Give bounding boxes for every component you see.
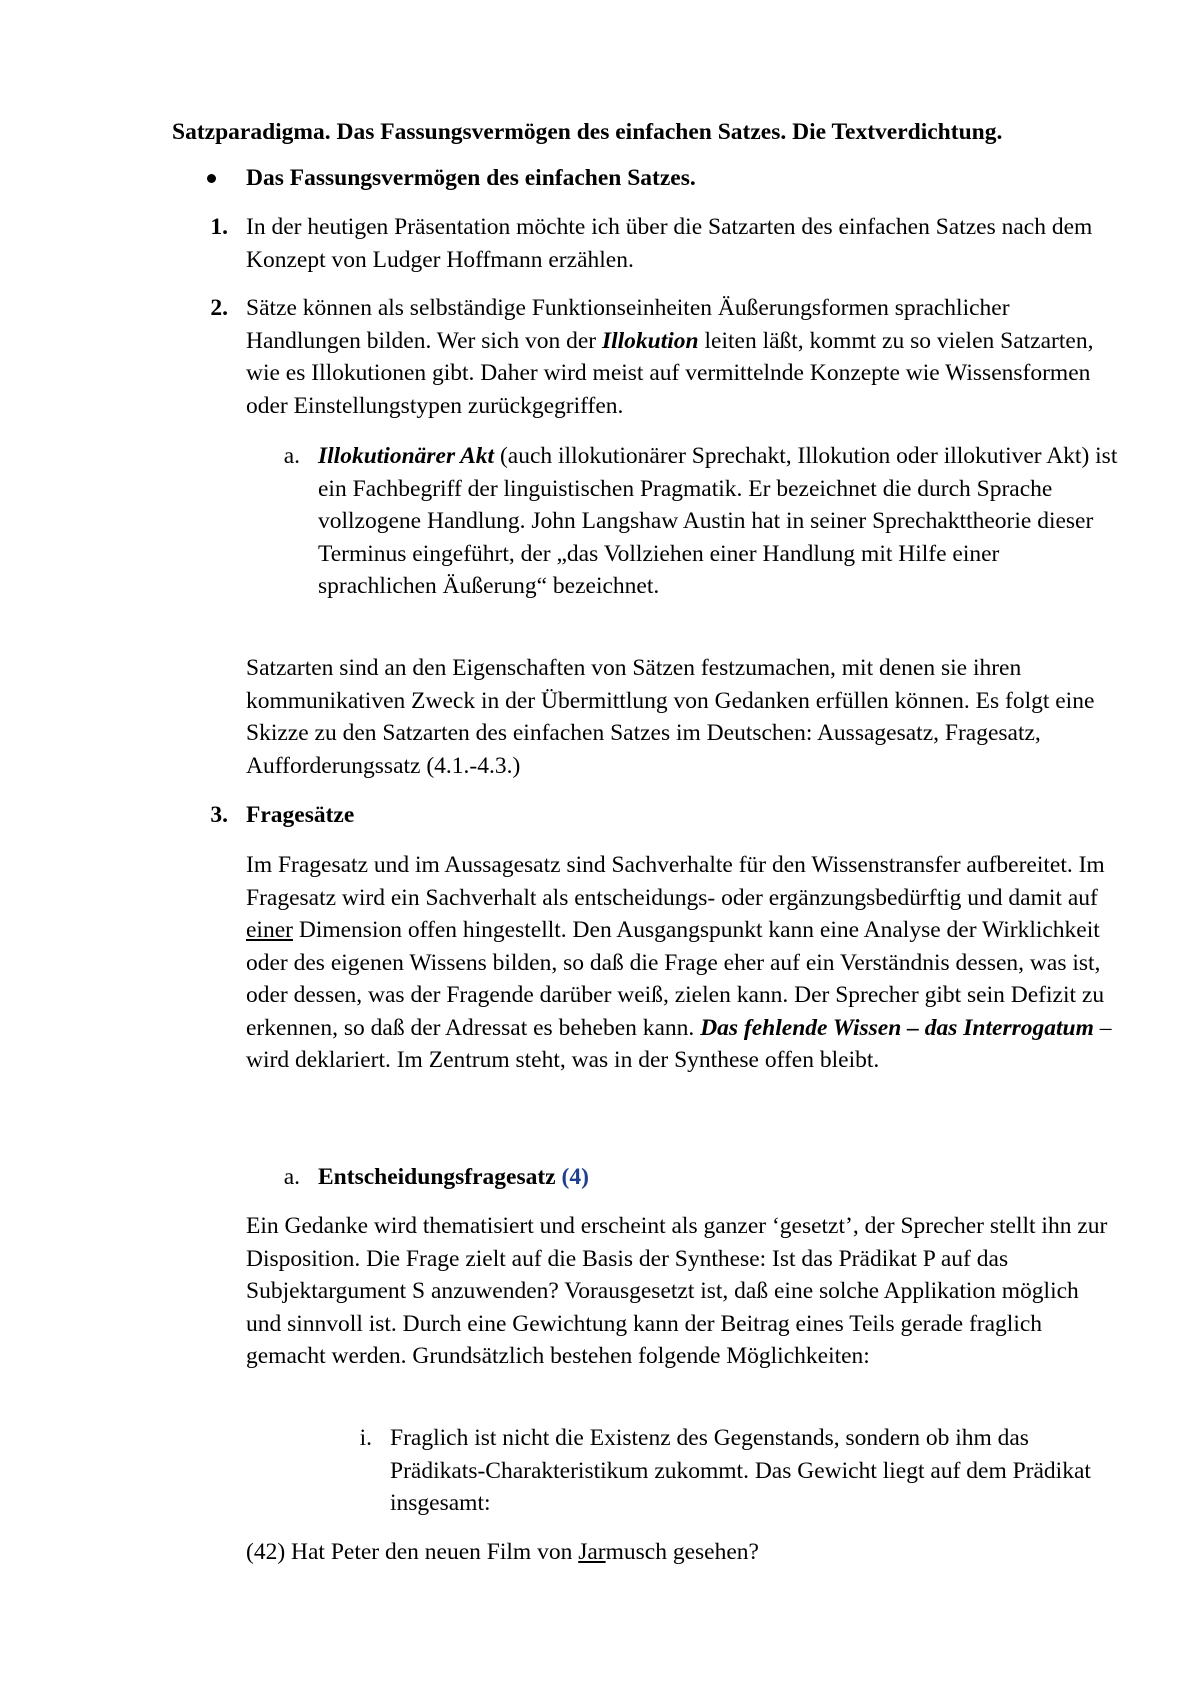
list-marker-2: 2. (210, 295, 228, 321)
list-item-3-heading: Fragesätze (246, 802, 355, 828)
roman-marker-i: i. (359, 1425, 372, 1451)
sub-item-2a-text: Illokutionärer Akt (auch illokutionärer Sprechakt, Illokution oder illokutiver Akt) ist ein Fachbegriff der linguistischen Pragmatik. Er bezeichnet die durch Sprache vollzogene Handlung. John Langshaw Austin hat in seiner Sprechakttheorie dieser Terminus eingeführt, der „das Vollziehen einer Handlung mit Hilfe einer sprachlichen Äußerung“ bezeichnet. (318, 443, 1118, 599)
list-item-2-text: Sätze können als selbständige Funktionseinheiten Äußerungsformen sprachlicher Handlungen bilden. Wer sich von der Illokution leiten läßt, kommt zu so vielen Satzarten, wie es Illokutionen gibt. Daher wird meist auf vermittelnde Konzepte wie Wissensformen oder Einstellungstypen zurückgegriffen. (246, 295, 1094, 419)
sub-item-3a (318, 1161, 1118, 1194)
roman-item-i-text: Fraglich ist nicht die Existenz des Gegenstands, sondern ob ihm das Prädikats-Charakteristikum zukommt. Das Gewicht liegt auf dem Prädikat insgesamt: (390, 1425, 1091, 1516)
entscheidungsfragesatz-label: Entscheidungsfragesatz (318, 1164, 556, 1190)
document-title: Satzparadigma. Das Fassungsvermögen des einfachen Satzes. Die Textverdichtung. (172, 119, 1003, 145)
underlined-jar: Jar (578, 1539, 606, 1565)
list-marker-1: 1. (210, 214, 228, 240)
bullet-icon (207, 174, 216, 183)
list-item-1-text: In der heutigen Präsentation möchte ich über die Satzarten des einfachen Satzes nach dem Konzept von Ludger Hoffmann erzählen. (246, 214, 1093, 273)
paragraph-fragesatz: Im Fragesatz und im Aussagesatz sind Sachverhalte für den Wissenstransfer aufbereitet. Im Fragesatz wird ein Sachverhalt als entscheidungs- oder ergänzungsbedürftig und damit auf einer Dimension offen hingestellt. Den Ausgangspunkt kann eine Analyse der Wirklichkeit oder des eigenen Wissens bilden, so daß die Frage eher auf ein Verständnis dessen, was ist, oder dessen, was der Fragende darüber weiß, zielen kann. Der Sprecher gibt sein Defizit zu erkennen, so daß der Adressat es beheben kann. Das fehlende Wissen – das Interrogatum – wird deklariert. Im Zentrum steht, was in der Synthese offen bleibt. (246, 852, 1112, 1073)
term-interrogatum: Das fehlende Wissen – das Interrogatum (700, 1014, 1094, 1041)
term-illokutionaerer-akt: Illokutionärer Akt (318, 443, 495, 469)
reference-link: (4) (561, 1164, 589, 1190)
sub-marker-3a: a. (283, 1164, 300, 1190)
term-illokution: Illokution (601, 327, 699, 354)
list-marker-3: 3. (210, 802, 228, 828)
example-42: (42) Hat Peter den neuen Film von Jarmusch gesehen? (246, 1539, 759, 1565)
sub-marker-2a: a. (283, 443, 300, 469)
bullet-heading: Das Fassungsvermögen des einfachen Satzes. (246, 165, 696, 191)
paragraph-gedanke: Ein Gedanke wird thematisiert und erscheint als ganzer ‘gesetzt’, der Sprecher stellt ihn zur Disposition. Die Frage zielt auf die Basis der Synthese: Ist das Prädikat P auf das Subjektargument S anzuwenden? Vorausgesetzt ist, daß eine solche Applikation möglich und sinnvoll ist. Durch eine Gewichtung kann der Beitrag eines Teils gerade fraglich gemacht werden. Grundsätzlich bestehen folgende Möglichkeiten: (246, 1213, 1108, 1369)
paragraph-satzarten: Satzarten sind an den Eigenschaften von Sätzen festzumachen, mit denen sie ihren kommunikativen Zweck in der Übermittlung von Gedanken erfüllen können. Es folgt eine Skizze zu den Satzarten des einfachen Satzes im Deutschen: Aussagesatz, Fragesatz, Aufforderungssatz (4.1.-4.3.) (246, 655, 1095, 779)
underlined-einer: einer (246, 917, 293, 943)
